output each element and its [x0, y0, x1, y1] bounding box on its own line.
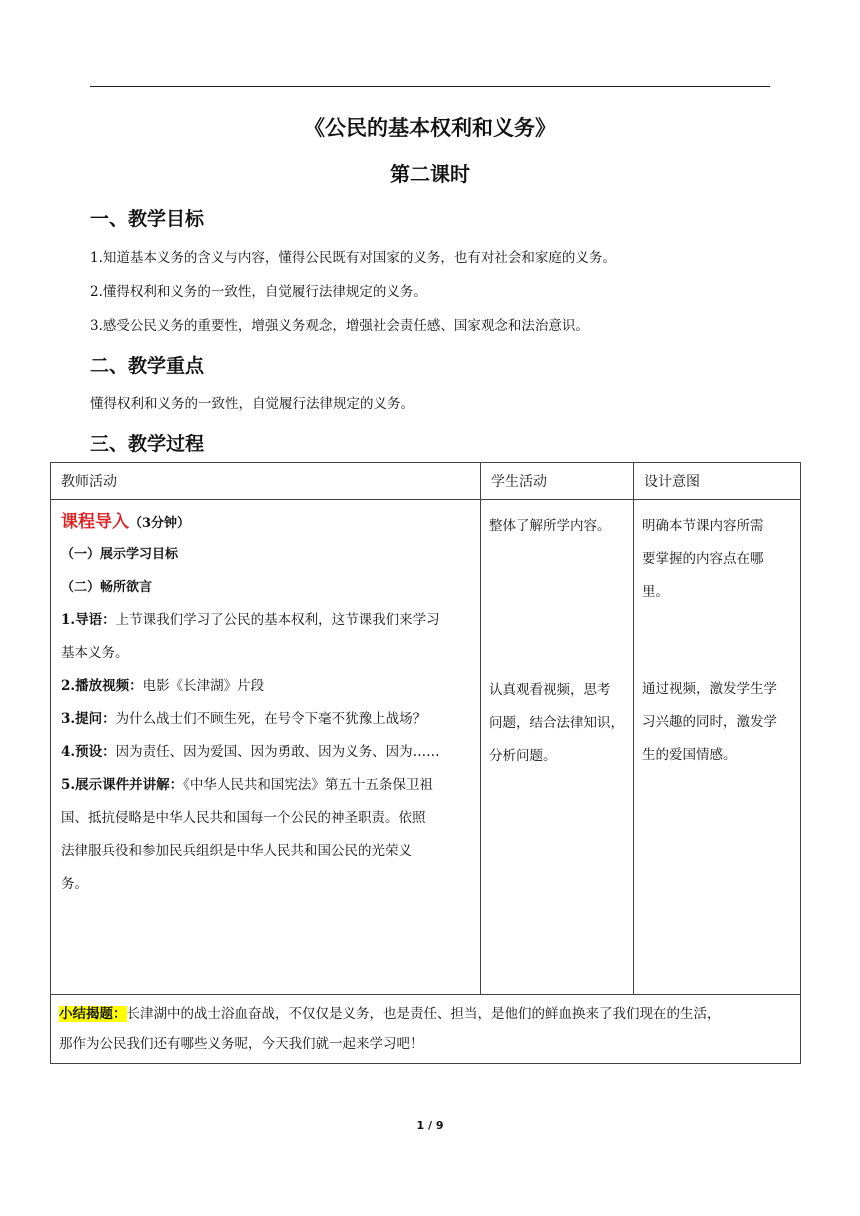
document-subtitle: 第二课时 [390, 162, 470, 186]
process-table [50, 462, 801, 1064]
intro-title: 课程导入 [61, 512, 129, 532]
list-item [61, 670, 470, 703]
goal-item-1: 1.知道基本义务的含义与内容，懂得公民既有对国家的义务，也有对社会和家庭的义务。 [90, 250, 616, 266]
summary-label: 小结揭题： [59, 1006, 127, 1022]
intent-1-line-2: 要掌握的内容点在哪 [642, 551, 764, 567]
page-number: 1 / 9 [416, 1119, 444, 1132]
design-intent-cell [634, 500, 801, 995]
sub-heading-discuss: （二）畅所欲言 [61, 580, 153, 595]
item-label: 1.导语： [61, 612, 116, 628]
goal-item-2: 2.懂得权利和义务的一致性，自觉履行法律规定的义务。 [90, 284, 427, 300]
list-item [61, 736, 470, 769]
item-text: 因为责任、因为爱国、因为勇敢、因为义务、因为…… [115, 744, 440, 760]
summary-row [51, 995, 801, 1064]
process-heading: 三、教学过程 [90, 433, 205, 455]
goals-heading: 一、教学目标 [90, 208, 205, 230]
list-item [61, 835, 470, 868]
teacher-activity-cell [51, 500, 481, 995]
list-item [61, 769, 470, 802]
item-label: 2.播放视频： [61, 678, 143, 694]
intro-line [61, 508, 470, 538]
spacer [489, 544, 625, 674]
sub-heading-goals: （一）展示学习目标 [61, 547, 179, 562]
table-header-row [51, 463, 801, 500]
summary-cell [51, 995, 801, 1064]
item-text: 国、抵抗侵略是中华人民共和国每一个公民的神圣职责。依照 [61, 810, 426, 826]
item-text: 务。 [61, 876, 88, 892]
item-text: 上节课我们学习了公民的基本权利，这节课我们来学习 [115, 612, 440, 628]
intent-2-line-3: 生的爱国情感。 [642, 747, 737, 763]
student-activity-cell [481, 500, 634, 995]
summary-line-2: 那作为公民我们还有哪些义务呢，今天我们就一起来学习吧！ [59, 1036, 424, 1052]
intent-1-line-1: 明确本节课内容所需 [642, 518, 764, 534]
key-heading: 二、教学重点 [90, 355, 205, 377]
header-teacher: 教师活动 [51, 463, 481, 500]
item-text: 法律服兵役和参加民兵组织是中华人民共和国公民的光荣义 [61, 843, 412, 859]
item-text: 基本义务。 [61, 645, 129, 661]
summary-line-1: 长津湖中的战士浴血奋战，不仅仅是义务，也是责任、担当，是他们的鲜血换来了我们现在的生活， [126, 1006, 721, 1022]
student-activity-2-line-1: 认真观看视频，思考 [489, 682, 611, 698]
student-activity-2-line-2: 问题，结合法律知识， [489, 715, 624, 731]
spacer [642, 609, 792, 673]
list-item [61, 637, 470, 670]
list-item [61, 802, 470, 835]
goal-item-3: 3.感受公民义务的重要性，增强义务观念，增强社会责任感、国家观念和法治意识。 [90, 318, 589, 334]
item-text: 为什么战士们不顾生死，在号令下毫不犹豫上战场？ [115, 711, 427, 727]
header-intent: 设计意图 [634, 463, 801, 500]
list-item [61, 604, 470, 637]
key-text: 懂得权利和义务的一致性，自觉履行法律规定的义务。 [90, 396, 414, 412]
item-text: 《中华人民共和国宪法》第五十五条保卫祖 [183, 777, 433, 793]
student-activity-1: 整体了解所学内容。 [489, 518, 611, 534]
intent-2-line-1: 通过视频，激发学生学 [642, 681, 777, 697]
list-item [61, 703, 470, 736]
table-row [51, 500, 801, 995]
header-student: 学生活动 [481, 463, 634, 500]
item-label: 5.展示课件并讲解： [61, 777, 184, 793]
intent-2-line-2: 习兴趣的同时，激发学 [642, 714, 777, 730]
item-label: 3.提问： [61, 711, 116, 727]
student-activity-2-line-3: 分析问题。 [489, 748, 557, 764]
list-item [61, 868, 470, 901]
item-label: 4.预设： [61, 744, 116, 760]
item-text: 电影《长津湖》片段 [142, 678, 265, 694]
intro-duration: （3分钟） [129, 516, 191, 531]
header-rule [90, 86, 770, 87]
intent-1-line-3: 里。 [642, 584, 669, 600]
document-title: 《公民的基本权利和义务》 [304, 116, 556, 140]
